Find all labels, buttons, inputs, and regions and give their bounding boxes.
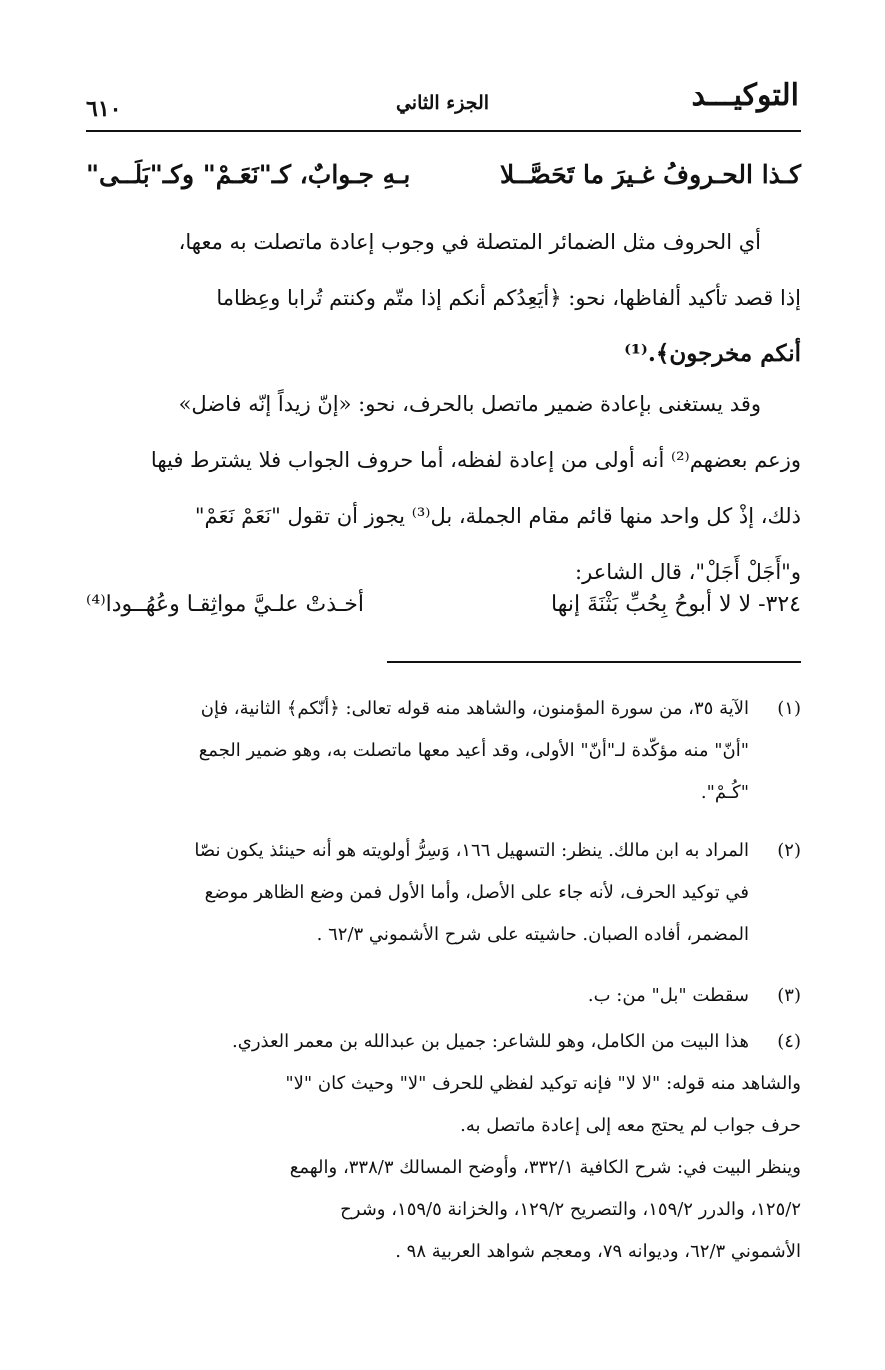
footnote-2: [86, 830, 801, 956]
footnote-line: الآية ٣٥، من سورة المؤمنون، والشاهد منه قوله تعالى: ﴿أنّكم﴾ الثانية، فإن: [200, 698, 749, 719]
poem-hemistich-2: أخـذتْ علـيَّ مواثِقـا وعُهُــودا⁽⁴⁾: [86, 592, 364, 617]
footnote-line: هذا البيت من الكامل، وهو للشاعر: جميل بن عبدالله بن معمر العذري.: [232, 1031, 749, 1052]
text-line: وزعم بعضهم⁽²⁾ أنه أولى من إعادة لفظه، أما حروف الجواب فلا يشترط فيها: [150, 448, 801, 472]
footnote-number: (٤): [777, 1031, 801, 1052]
text-line: أي الحروف مثل الضمائر المتصلة في وجوب إعادة ماتصلت به معها،: [178, 230, 761, 254]
footnote-line: ١٢٥/٢، والدرر ١٥٩/٢، والتصريح ١٢٩/٢، والخزانة ١٥٩/٥، وشرح: [340, 1199, 801, 1220]
footnote-line: حرف جواب لم يحتج معه إلى إعادة ماتصل به.: [460, 1115, 801, 1136]
text-line: إذا قصد تأكيد ألفاظها، نحو: ﴿أيَعِدُكم أنكم إذا متّم وكنتم تُرابا وعِظاما: [216, 286, 801, 310]
page-header: [86, 78, 799, 128]
footnote-line: المراد به ابن مالك. ينظر: التسهيل ١٦٦، وَسِرُّ أولويته هو أنه حينئذ يكون نصّا: [194, 840, 749, 861]
footnote-3: [86, 975, 801, 1017]
footnote-line: سقطت "بل" من: ب.: [587, 985, 749, 1006]
paragraph-1: [86, 214, 801, 382]
poem-verse: [86, 592, 801, 636]
poem-hemistich-1: ٣٢٤- لا لا أبوحُ بِحُبِّ بَثْنَةَ إنها: [551, 592, 801, 617]
main-verse: [86, 160, 801, 204]
footnote-separator: [387, 661, 801, 663]
footnote-number: (١): [777, 698, 801, 719]
part-label: الجزء الثاني: [395, 92, 490, 114]
footnote-line: "كُـمْ".: [700, 782, 749, 803]
footnote-number: (٢): [777, 840, 801, 861]
footnote-4: [86, 1021, 801, 1273]
text-line: أنكم مخرجون﴾.⁽¹⁾: [624, 340, 801, 367]
text-line: ذلك، إذْ كل واحد منها قائم مقام الجملة، بل⁽³⁾ يجوز أن تقول "نَعَمْ نَعَمْ": [194, 504, 801, 528]
header-rule: [86, 130, 801, 132]
footnote-line: في توكيد الحرف، لأنه جاء على الأصل، وأما الأول فمن وضع الظاهر موضع: [204, 882, 749, 903]
verse-hemistich-2: بـهِ جـوابٌ، كـ"نَعَـمْ" وكـ"بَلَــى": [86, 160, 411, 189]
paragraph-2: [86, 376, 801, 600]
chapter-title: التوكيـــد: [691, 78, 799, 113]
footnote-line: والشاهد منه قوله: "لا لا" فإنه توكيد لفظي للحرف "لا" وحيث كان "لا": [285, 1073, 801, 1094]
footnote-line: الأشموني ٦٢/٣، وديوانه ٧٩، ومعجم شواهد العربية ٩٨ .: [395, 1241, 801, 1262]
footnote-line: "أنّ" منه مؤكّدة لـ"أنّ" الأولى، وقد أعيد معها ماتصلت به، وهو ضمير الجمع: [198, 740, 749, 761]
page-number: ٦١٠: [86, 96, 122, 122]
footnote-1: [86, 688, 801, 814]
footnote-line: وينظر البيت في: شرح الكافية ٣٣٢/١، وأوضح المسالك ٣٣٨/٣، والهمع: [289, 1157, 801, 1178]
text-line: و"أَجَلْ أَجَلْ"، قال الشاعر:: [575, 560, 801, 584]
verse-hemistich-1: كـذا الحـروفُ غـيرَ ما تَحَصَّــلا: [499, 160, 801, 189]
text-line: وقد يستغنى بإعادة ضمير ماتصل بالحرف، نحو: «إنّ زيداً إنّه فاضل»: [178, 392, 761, 416]
footnote-number: (٣): [777, 985, 801, 1006]
footnote-line: المضمر، أفاده الصبان. حاشيته على شرح الأشموني ٦٢/٣ .: [316, 924, 749, 945]
